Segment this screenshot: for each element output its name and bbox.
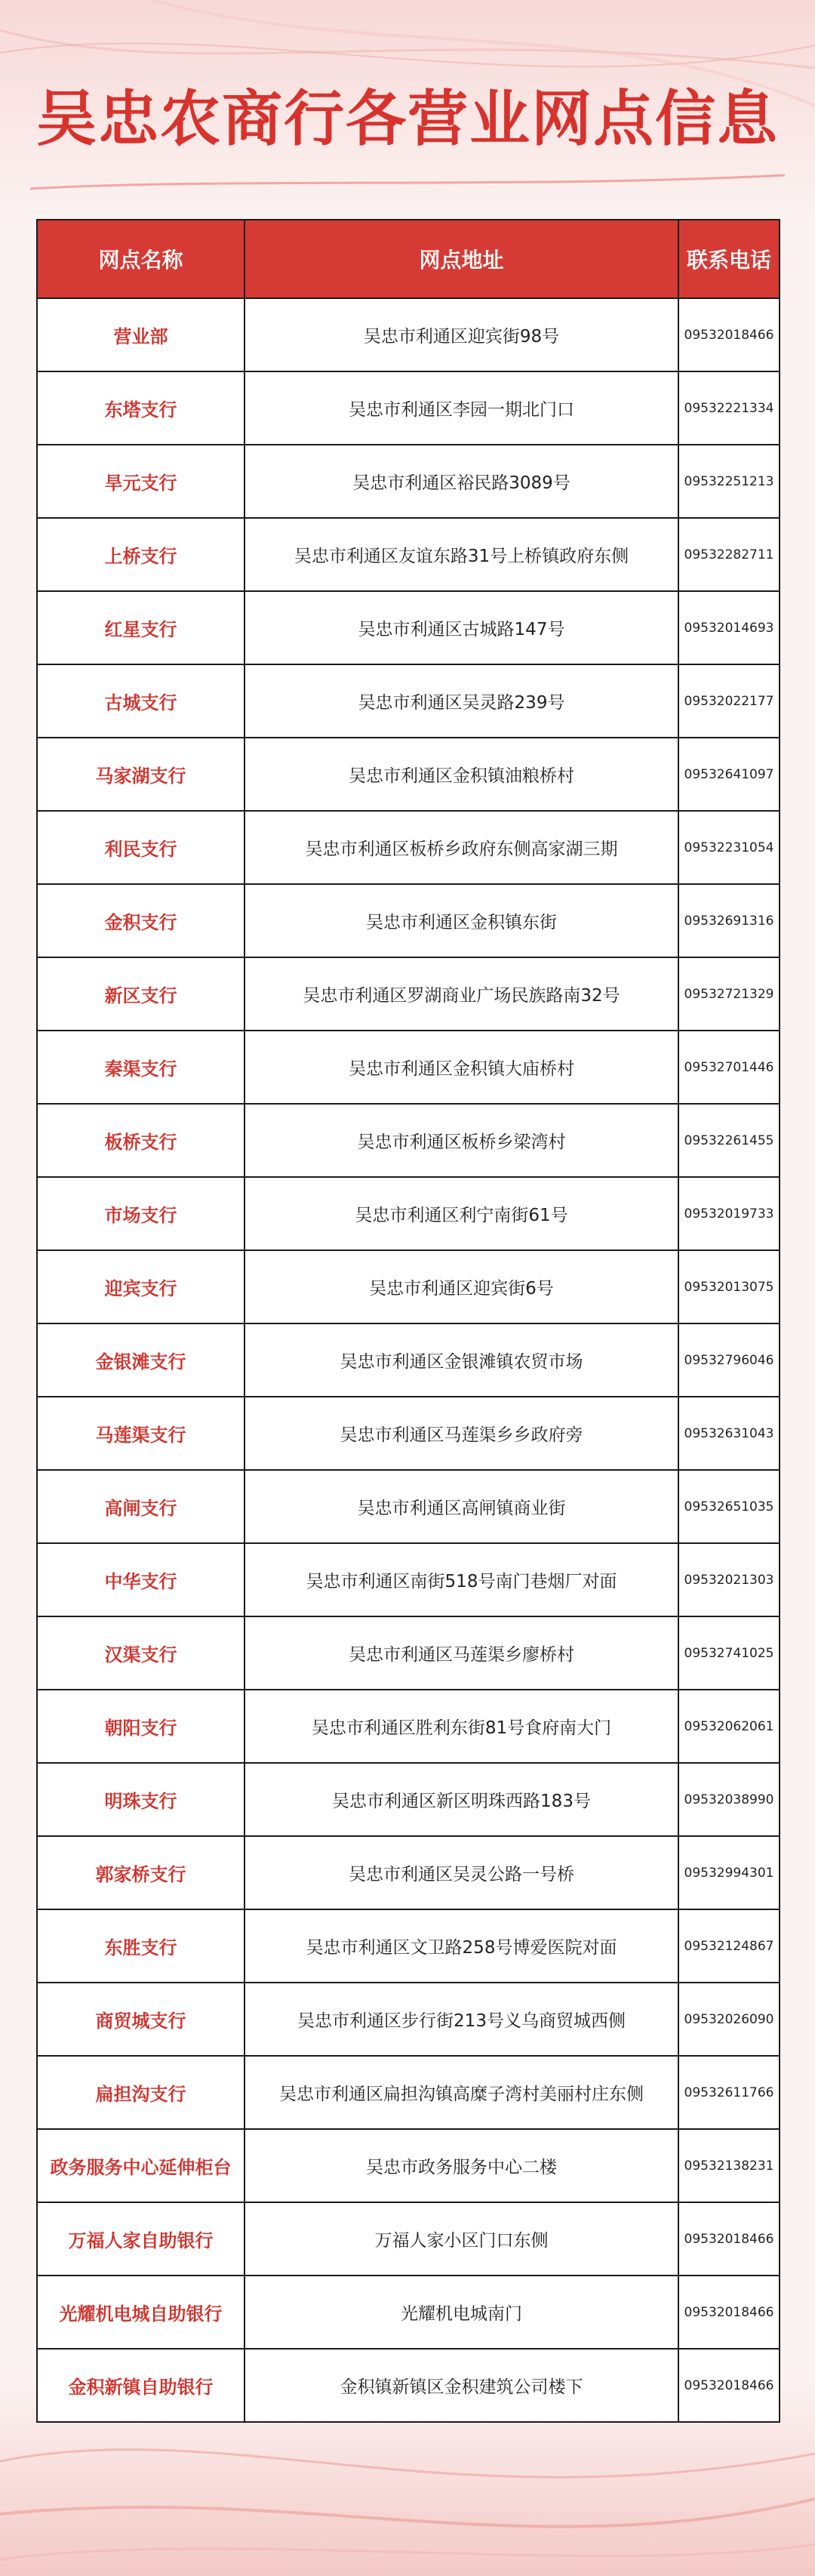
branch-phone: 09532022177 [678,664,780,738]
table-row [37,2202,780,2276]
branch-phone: 09532631043 [678,1397,780,1470]
branch-address: 金积镇新镇区金积建筑公司楼下 [244,2349,678,2422]
branch-name: 旱元支行 [37,445,244,518]
branch-phone: 09532018466 [678,298,780,371]
branch-phone: 09532651035 [678,1470,780,1543]
table-row [37,1104,780,1177]
branch-phone: 09532021303 [678,1543,780,1616]
branch-phone: 09532221334 [678,371,780,445]
table-row [37,1250,780,1323]
table-row [37,1763,780,1836]
branch-phone: 09532026090 [678,1983,780,2056]
branch-phone: 09532282711 [678,518,780,591]
table-row [37,2349,780,2422]
branch-name: 古城支行 [37,664,244,738]
branch-address: 吴忠市利通区迎宾街6号 [244,1250,678,1323]
branch-address: 吴忠市利通区胜利东街81号食府南大门 [244,1690,678,1763]
header-branch-address: 网点地址 [244,220,678,298]
table-row [37,811,780,884]
branch-phone: 09532741025 [678,1616,780,1690]
branch-phone: 09532721329 [678,957,780,1031]
branch-address: 吴忠市利通区裕民路3089号 [244,445,678,518]
header-phone: 联系电话 [678,220,780,298]
table-row [37,1616,780,1690]
table-row [37,1543,780,1616]
table-row [37,2056,780,2129]
branch-address: 吴忠市利通区友谊东路31号上桥镇政府东侧 [244,518,678,591]
branch-table-container [36,219,779,2423]
table-row [37,1177,780,1250]
branch-phone: 09532994301 [678,1836,780,1909]
table-row [37,1690,780,1763]
branch-name: 板桥支行 [37,1104,244,1177]
branch-name: 东胜支行 [37,1909,244,1983]
branch-name: 明珠支行 [37,1763,244,1836]
branch-phone: 09532018466 [678,2202,780,2276]
branch-name: 马家湖支行 [37,738,244,811]
branch-name: 利民支行 [37,811,244,884]
branch-name: 中华支行 [37,1543,244,1616]
branch-address: 吴忠市利通区吴灵路239号 [244,664,678,738]
branch-address: 吴忠市利通区新区明珠西路183号 [244,1763,678,1836]
branch-name: 金积新镇自助银行 [37,2349,244,2422]
branch-address: 吴忠市利通区迎宾街98号 [244,298,678,371]
branch-name: 光耀机电城自助银行 [37,2276,244,2349]
branch-address: 吴忠市利通区金积镇油粮桥村 [244,738,678,811]
branch-address: 吴忠市利通区扁担沟镇高糜子湾村美丽村庄东侧 [244,2056,678,2129]
page-title: 吴忠农商行各营业网点信息 [36,84,779,154]
branch-phone: 09532261455 [678,1104,780,1177]
branch-name: 东塔支行 [37,371,244,445]
branch-address: 万福人家小区门口东侧 [244,2202,678,2276]
branch-name: 马莲渠支行 [37,1397,244,1470]
branch-name: 政务服务中心延伸柜台 [37,2129,244,2202]
table-row [37,2129,780,2202]
branch-phone: 09532018466 [678,2349,780,2422]
branch-phone: 09532691316 [678,884,780,957]
table-row [37,2276,780,2349]
branch-address: 吴忠市利通区板桥乡梁湾村 [244,1104,678,1177]
branch-address: 吴忠市利通区金积镇大庙桥村 [244,1031,678,1104]
table-row [37,884,780,957]
branch-phone: 09532611766 [678,2056,780,2129]
branch-address: 吴忠市利通区板桥乡政府东侧高家湖三期 [244,811,678,884]
branch-table [36,219,780,2423]
table-row [37,1323,780,1397]
table-row [37,1031,780,1104]
branch-address: 吴忠市利通区步行街213号义乌商贸城西侧 [244,1983,678,2056]
branch-name: 上桥支行 [37,518,244,591]
branch-name: 郭家桥支行 [37,1836,244,1909]
table-row [37,591,780,664]
branch-address: 吴忠市政务服务中心二楼 [244,2129,678,2202]
branch-phone: 09532019733 [678,1177,780,1250]
branch-name: 红星支行 [37,591,244,664]
branch-phone: 09532124867 [678,1909,780,1983]
branch-address: 吴忠市利通区马莲渠乡乡政府旁 [244,1397,678,1470]
branch-address: 吴忠市利通区吴灵公路一号桥 [244,1836,678,1909]
branch-phone: 09532641097 [678,738,780,811]
branch-phone: 09532014693 [678,591,780,664]
header-branch-name: 网点名称 [37,220,244,298]
branch-phone: 09532231054 [678,811,780,884]
branch-name: 秦渠支行 [37,1031,244,1104]
branch-name: 营业部 [37,298,244,371]
branch-phone: 09532013075 [678,1250,780,1323]
table-row [37,1983,780,2056]
table-row [37,738,780,811]
branch-name: 金银滩支行 [37,1323,244,1397]
branch-name: 汉渠支行 [37,1616,244,1690]
branch-address: 吴忠市利通区文卫路258号博爱医院对面 [244,1909,678,1983]
branch-name: 朝阳支行 [37,1690,244,1763]
branch-address: 吴忠市利通区金积镇东街 [244,884,678,957]
branch-phone: 09532038990 [678,1763,780,1836]
branch-phone: 09532018466 [678,2276,780,2349]
branch-address: 光耀机电城南门 [244,2276,678,2349]
table-header-row [37,220,780,298]
branch-name: 商贸城支行 [37,1983,244,2056]
table-row [37,1836,780,1909]
table-row [37,445,780,518]
branch-name: 迎宾支行 [37,1250,244,1323]
branch-address: 吴忠市利通区罗湖商业广场民族路南32号 [244,957,678,1031]
table-row [37,957,780,1031]
table-row [37,1397,780,1470]
branch-phone: 09532796046 [678,1323,780,1397]
branch-name: 金积支行 [37,884,244,957]
branch-phone: 09532701446 [678,1031,780,1104]
table-body [37,298,780,2422]
branch-phone: 09532138231 [678,2129,780,2202]
branch-name: 万福人家自助银行 [37,2202,244,2276]
branch-address: 吴忠市利通区马莲渠乡廖桥村 [244,1616,678,1690]
branch-name: 市场支行 [37,1177,244,1250]
table-row [37,298,780,371]
table-row [37,1909,780,1983]
branch-address: 吴忠市利通区利宁南街61号 [244,1177,678,1250]
table-row [37,664,780,738]
branch-address: 吴忠市利通区金银滩镇农贸市场 [244,1323,678,1397]
branch-phone: 09532062061 [678,1690,780,1763]
branch-phone: 09532251213 [678,445,780,518]
branch-name: 高闸支行 [37,1470,244,1543]
branch-name: 扁担沟支行 [37,2056,244,2129]
table-row [37,1470,780,1543]
table-row [37,371,780,445]
branch-address: 吴忠市利通区古城路147号 [244,591,678,664]
branch-address: 吴忠市利通区高闸镇商业街 [244,1470,678,1543]
branch-name: 新区支行 [37,957,244,1031]
table-row [37,518,780,591]
branch-address: 吴忠市利通区南街518号南门巷烟厂对面 [244,1543,678,1616]
branch-address: 吴忠市利通区李园一期北门口 [244,371,678,445]
